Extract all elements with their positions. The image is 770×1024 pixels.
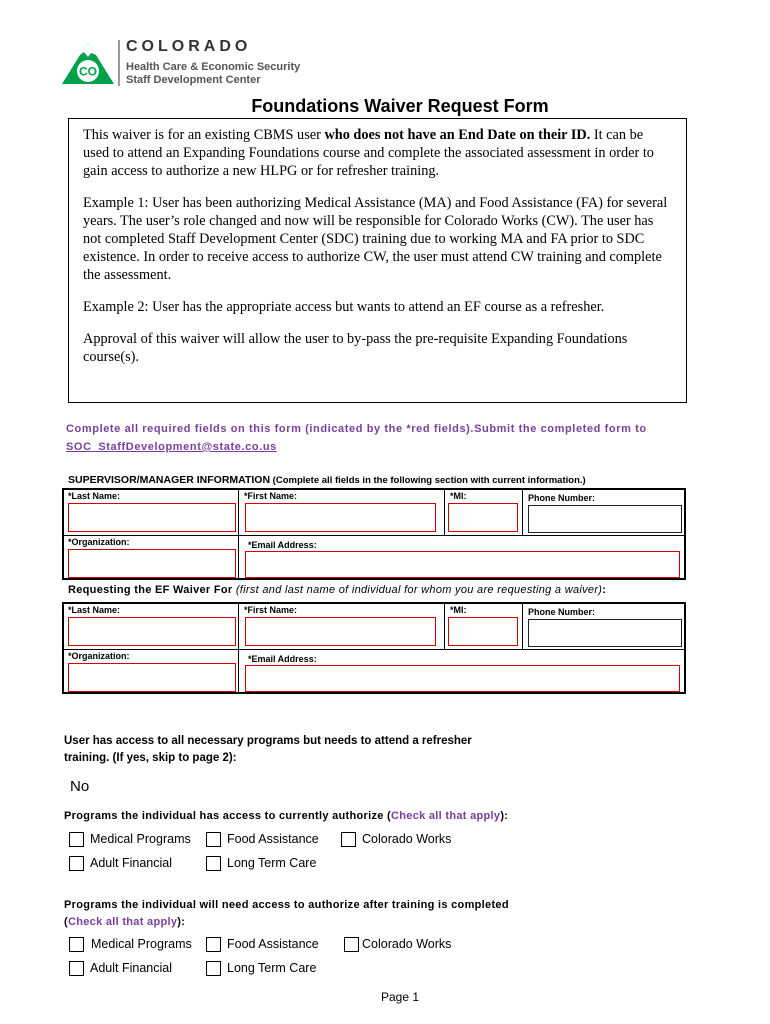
page-number: Page 1: [380, 990, 420, 1004]
req-organization-input[interactable]: [68, 663, 236, 692]
req-organization-label: *Organization:: [68, 651, 130, 661]
current-ltc-checkbox[interactable]: [206, 856, 221, 871]
sup-organization-input[interactable]: [68, 549, 236, 578]
current-adult-financial-checkbox[interactable]: [69, 856, 84, 871]
needed-adult-financial-checkbox[interactable]: [69, 961, 84, 976]
req-first-name-label: *First Name:: [244, 605, 298, 615]
current-medical-label: Medical Programs: [90, 832, 191, 846]
req-mi-label: *MI:: [450, 605, 467, 615]
sup-mi-input[interactable]: [448, 503, 518, 532]
needed-cw-checkbox[interactable]: [344, 937, 359, 952]
org-line-2: Staff Development Center: [126, 74, 261, 86]
current-food-checkbox[interactable]: [206, 832, 221, 847]
needed-food-label: Food Assistance: [227, 937, 319, 951]
needed-ltc-checkbox[interactable]: [206, 961, 221, 976]
logo-divider: [118, 40, 120, 86]
sup-email-input[interactable]: [245, 551, 680, 578]
current-food-label: Food Assistance: [227, 832, 319, 846]
current-adult-financial-label: Adult Financial: [90, 856, 172, 870]
intro-example-2: Example 2: User has the appropriate access but wants to attend an EF course as a refresher.: [83, 299, 605, 315]
needed-medical-label: Medical Programs: [91, 937, 192, 951]
sup-first-name-input[interactable]: [245, 503, 436, 532]
sup-phone-label: Phone Number:: [528, 493, 596, 503]
refresher-question: User has access to all necessary programs but needs to attend a refresher training. (If yes, skip to page 2):: [64, 735, 472, 764]
sup-last-name-input[interactable]: [68, 503, 236, 532]
instructions-email-link[interactable]: SOC_StaffDevelopment@state.co.us: [66, 441, 277, 453]
current-cw-checkbox[interactable]: [341, 832, 356, 847]
requesting-table: [62, 602, 686, 694]
req-mi-input[interactable]: [448, 617, 518, 646]
org-line-1: Health Care & Economic Security: [126, 61, 301, 73]
sup-organization-label: *Organization:: [68, 537, 130, 547]
intro-example-1: Example 1: User has been authorizing Medical Assistance (MA) and Food Assistance (FA) for several years. The user’s role changed and now will be responsible for Colorado Works (CW). The user has not completed Staff Development Center (SDC) training due to working MA and FA prior to SDC existence. In order to receive access to authorize CW, the user must attend CW training and complete the assessment.: [83, 195, 668, 283]
supervisor-heading: SUPERVISOR/MANAGER INFORMATION (Complete all fields in the following section with current information.): [68, 474, 586, 486]
colorado-logo-icon: [60, 40, 116, 86]
requesting-heading: Requesting the EF Waiver For (first and last name of individual for whom you are requesting a waiver):: [68, 584, 607, 596]
needed-ltc-label: Long Term Care: [227, 961, 317, 975]
instructions-text: Complete all required fields on this form (indicated by the *red fields).Submit the completed form to: [66, 423, 647, 435]
current-ltc-label: Long Term Care: [227, 856, 317, 870]
req-email-label: *Email Address:: [248, 654, 317, 664]
sup-first-name-label: *First Name:: [244, 491, 298, 501]
req-email-input[interactable]: [245, 665, 680, 692]
intro-box: [68, 118, 687, 403]
current-cw-label: Colorado Works: [362, 832, 452, 846]
sup-last-name-label: *Last Name:: [68, 491, 121, 501]
supervisor-table: [62, 488, 686, 580]
req-phone-label: Phone Number:: [528, 607, 596, 617]
req-phone-input[interactable]: [528, 619, 682, 647]
needed-adult-financial-label: Adult Financial: [90, 961, 172, 975]
refresher-answer-select[interactable]: No: [70, 778, 90, 795]
sup-mi-label: *MI:: [450, 491, 467, 501]
req-last-name-input[interactable]: [68, 617, 236, 646]
req-last-name-label: *Last Name:: [68, 605, 121, 615]
logo-initials: CO: [79, 64, 97, 79]
intro-approval: Approval of this waiver will allow the user to by-pass the pre-requisite Expanding Foundations course(s).: [83, 331, 628, 365]
sup-email-label: *Email Address:: [248, 540, 317, 550]
org-name: COLORADO: [126, 38, 252, 55]
sup-phone-input[interactable]: [528, 505, 682, 533]
page-title: Foundations Waiver Request Form: [251, 96, 549, 116]
programs-needed-heading: Programs the individual will need access to authorize after training is completed (Check all that apply):: [64, 899, 509, 928]
needed-medical-checkbox[interactable]: [69, 937, 84, 952]
needed-food-checkbox[interactable]: [206, 937, 221, 952]
instructions: [66, 420, 686, 456]
programs-current-heading: Programs the individual has access to currently authorize (Check all that apply):: [64, 810, 509, 822]
req-first-name-input[interactable]: [245, 617, 436, 646]
intro-paragraph-1: This waiver is for an existing CBMS user who does not have an End Date on their ID. It can be used to attend an Expanding Foundations course and complete the associated assessment in order to gain access to authorize a new HLPG or for refresher training.: [83, 127, 654, 179]
current-medical-checkbox[interactable]: [69, 832, 84, 847]
needed-cw-label: Colorado Works: [362, 937, 452, 951]
